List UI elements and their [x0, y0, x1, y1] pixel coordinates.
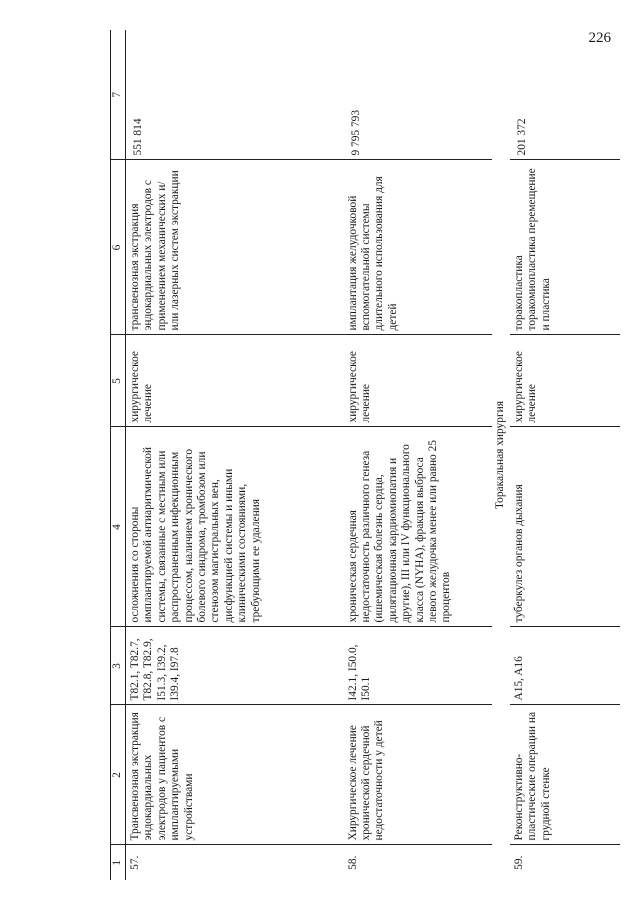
treatment-type: хирургическое лечение [510, 335, 620, 427]
cost-value: 551 814 [126, 30, 344, 160]
procedure-name: Реконструктивно-пластические операции на грудной стенке [510, 705, 620, 845]
column-header: 7 [111, 30, 126, 160]
column-header: 5 [111, 335, 126, 427]
treatment-method: торакопластика торакомиопластика перемещение и пластика [510, 160, 620, 335]
diagnosis-codes: T82.1, T82.7, T82.8, T82.9, I51.3, I39.2, I39.4, I97.8 [126, 627, 344, 705]
page-number: 226 [588, 30, 611, 46]
treatment-method: имплантация желудочковой вспомогательной системы длительного использования для детей [344, 160, 492, 335]
procedure-name: Трансвенозная экстракция эндокардиальных электродов у пациентов с имплантируемыми устройствами [126, 705, 344, 845]
row-number: 59. [512, 855, 525, 870]
table-row [126, 30, 344, 880]
table-row [510, 30, 620, 880]
row-number: 58. [346, 855, 359, 870]
column-header: 2 [111, 705, 126, 845]
section-title: Торакальная хирургия [493, 401, 506, 509]
column-header: 3 [111, 627, 126, 705]
procedure-name: Хирургическое лечение хронической сердечной недостаточности у детей [344, 705, 492, 845]
treatment-method: трансвенозная экстракция эндокардиальных электродов с применением механических и/или лазерных систем экстракции [126, 160, 344, 335]
diagnosis-codes: I42.1, I50.0, I50.1 [344, 627, 492, 705]
rotated-table-sheet [110, 30, 630, 880]
header-row [111, 30, 126, 880]
cost-value: 201 372 [510, 30, 620, 160]
diagnosis-codes: A15, A16 [510, 627, 620, 705]
patient-model: осложнения со стороны имплантируемой антиаритмической системы, связанные с местным или распространенным инфекционным процессом, наличием хронического болевого синдрома, тромбозом или стенозом магистральных вен, дисфункцией системы и иными клиническими состояниями, требующими ее удаления [126, 427, 344, 627]
cost-value: 9 795 793 [344, 30, 492, 160]
patient-model: туберкулез органов дыхания [510, 427, 620, 627]
procedures-table [110, 30, 620, 880]
section-row [492, 30, 510, 880]
patient-model: хроническая сердечная недостаточность различного генеза (ишемическая болезнь сердца, дилятационная кардиомиопатия и другие), III или IV функционального класса (NYHA), фракция выброса левого желудочка менее или равно 25 процентов [344, 427, 492, 627]
row-number: 57. [129, 855, 141, 870]
column-header: 1 [111, 845, 126, 880]
treatment-type: хирургическое лечение [126, 335, 344, 427]
column-header: 4 [111, 427, 126, 627]
treatment-type: хирургическое лечение [344, 335, 492, 427]
table-row [344, 30, 492, 880]
column-header: 6 [111, 160, 126, 335]
